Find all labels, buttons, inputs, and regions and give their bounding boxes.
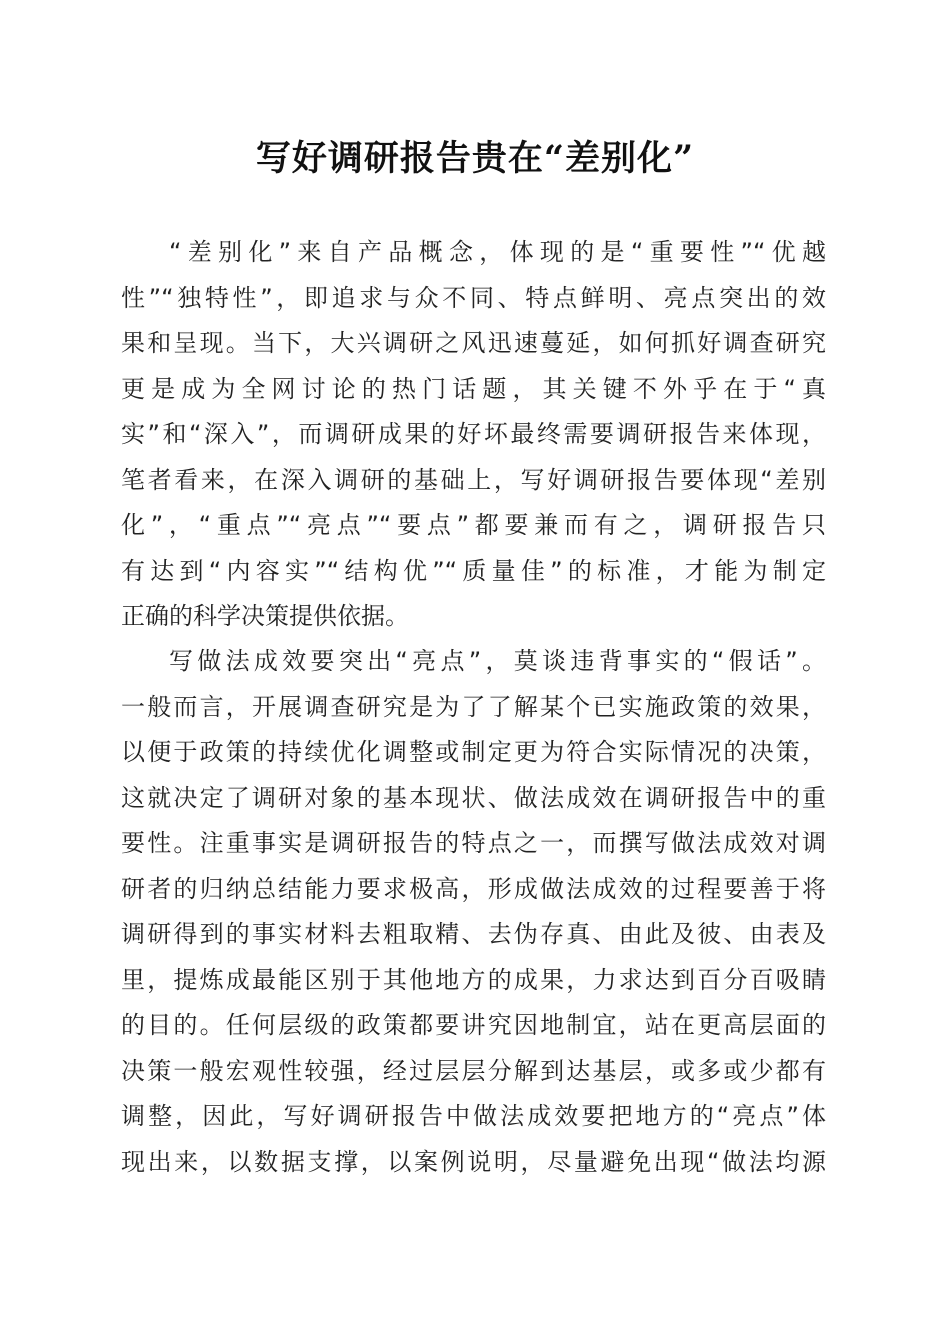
paragraph-2-line-2: 一般而言，开展调查研究是为了了解某个已实施政策的效果， (121, 693, 826, 721)
paragraph-2-line-6: 研者的归纳总结能力要求极高，形成做法成效的过程要善于将 (121, 875, 826, 903)
paragraph-1-line-7: 化”，“重点”“亮点”“要点”都要兼而有之，调研报告只 (121, 511, 826, 539)
paragraph-2-line-1: 写做法成效要突出“亮点”，莫谈违背事实的“假话”。 (169, 647, 826, 675)
paragraph-1-line-9: 正确的科学决策提供依据。 (121, 602, 409, 630)
paragraph-2-line-5: 要性。注重事实是调研报告的特点之一，而撰写做法成效对调 (121, 829, 826, 857)
paragraph-1-line-4: 更是成为全网讨论的热门话题，其关键不外乎在于“真 (121, 375, 826, 403)
paragraph-2-line-8: 里，提炼成最能区别于其他地方的成果，力求达到百分百吸睛 (121, 966, 826, 994)
paragraph-2-line-11: 调整，因此，写好调研报告中做法成效要把地方的“亮点”体 (121, 1102, 826, 1130)
document-title: 写好调研报告贵在“差别化” (255, 138, 695, 179)
paragraph-1-line-6: 笔者看来，在深入调研的基础上，写好调研报告要体现“差别 (121, 466, 826, 494)
paragraph-1-line-5: 实”和“深入”，而调研成果的好坏最终需要调研报告来体现， (121, 420, 826, 448)
paragraph-2-line-4: 这就决定了调研对象的基本现状、做法成效在调研报告中的重 (121, 784, 826, 812)
paragraph-1-line-8: 有达到“内容实”“结构优”“质量佳”的标准，才能为制定 (121, 557, 826, 585)
paragraph-1-line-2: 性”“独特性”，即追求与众不同、特点鲜明、亮点突出的效 (121, 284, 826, 312)
paragraph-2-line-7: 调研得到的事实材料去粗取精、去伪存真、由此及彼、由表及 (121, 920, 826, 948)
paragraph-2-line-12: 现出来，以数据支撑，以案例说明，尽量避免出现“做法均源 (121, 1148, 826, 1176)
paragraph-2-line-10: 决策一般宏观性较强，经过层层分解到达基层，或多或少都有 (121, 1057, 826, 1085)
paragraph-1-line-3: 果和呈现。当下，大兴调研之风迅速蔓延，如何抓好调查研究 (121, 329, 826, 357)
paragraph-2-line-9: 的目的。任何层级的政策都要讲究因地制宜，站在更高层面的 (121, 1011, 826, 1039)
paragraph-1-line-1: “差别化”来自产品概念，体现的是“重要性”“优越 (169, 238, 826, 266)
paragraph-2-line-3: 以便于政策的持续优化调整或制定更为符合实际情况的决策， (121, 738, 826, 766)
